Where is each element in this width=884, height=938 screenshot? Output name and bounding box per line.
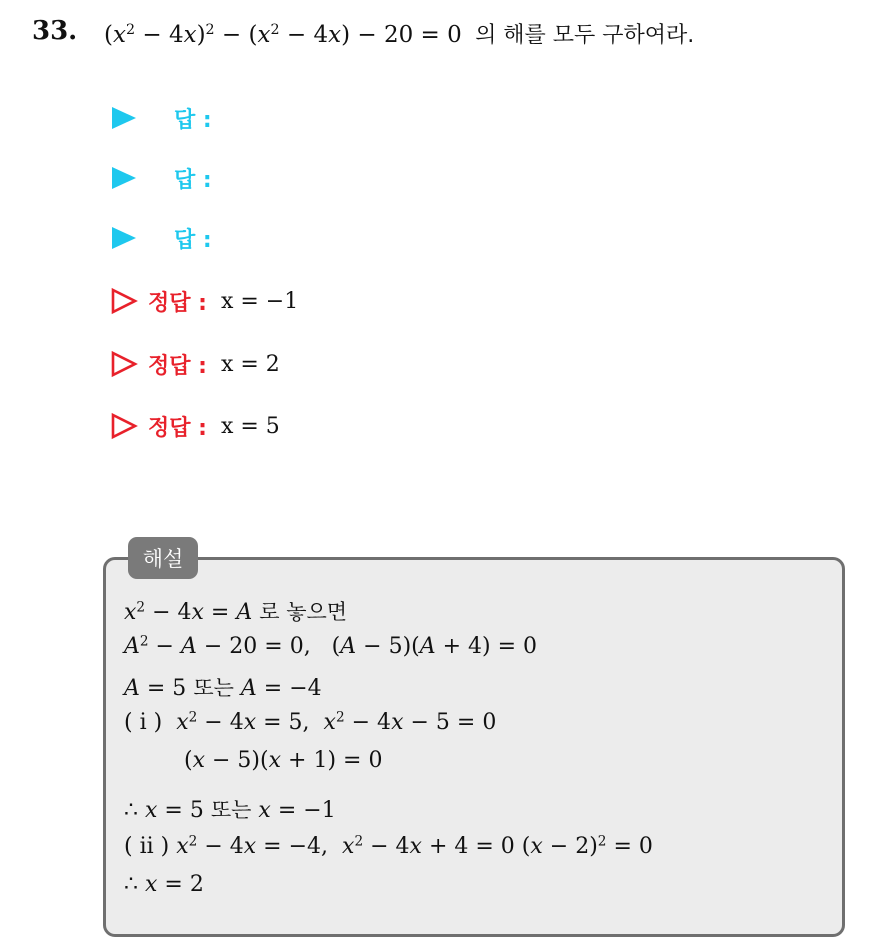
answer-label: 답 : [174, 107, 212, 133]
correct-answer-label: 정답 : [148, 290, 207, 316]
play-triangle-icon [112, 167, 136, 189]
solution-line-2: $A^2 - A - 20 = 0$, (A − 5)(A + 4) = 0 [124, 633, 538, 659]
solution-line-1: $x^2 - 4x = A$ 로 놓으면 [124, 599, 348, 625]
correct-answer-value: x = 2 [220, 351, 280, 377]
correct-answer-row [108, 406, 280, 446]
question-number: 33. [32, 16, 78, 46]
answer-label: 답 : [174, 227, 212, 253]
answer-label: 답 : [174, 167, 212, 193]
outline-triangle-icon [110, 350, 138, 378]
correct-answer-value: x = 5 [220, 413, 280, 439]
play-triangle-icon [112, 227, 136, 249]
correct-answer-row [108, 281, 298, 321]
answer-blank-row[interactable] [108, 98, 212, 138]
correct-answer-row [108, 344, 280, 384]
solution-tab: 해설 [128, 537, 198, 579]
play-triangle-icon [112, 107, 136, 129]
question-instruction: 의 해를 모두 구하여라. [475, 23, 695, 48]
solution-line-6: ∴ x = 5 또는 x = −1 [124, 798, 336, 823]
answer-blank-row[interactable] [108, 158, 212, 198]
solution-line-3: A = 5 또는 A = −4 [124, 676, 322, 701]
correct-answer-value: x = −1 [220, 288, 299, 314]
outline-triangle-icon [110, 287, 138, 315]
correct-answer-label: 정답 : [148, 353, 207, 379]
solution-line-4: ( i ) $x^2 - 4x = 5$, $x^2 - 4x - 5 = 0$ [124, 709, 497, 735]
correct-answer-label: 정답 : [148, 415, 207, 441]
question-text: $(x^2 - 4x)^2 - (x^2 - 4x) - 20 = 0$ 의 해를 모두 구하여라. [104, 22, 695, 48]
solution-line-8: ∴ x = 2 [124, 872, 204, 897]
outline-triangle-icon [110, 412, 138, 440]
solution-line-7: ( ii ) $x^2 - 4x = -4$, $x^2 - 4x + 4 = 0$ $(x - 2)^2 = 0$ [124, 833, 653, 859]
answer-blank-row[interactable] [108, 218, 212, 258]
solution-line-5: (x − 5)(x + 1) = 0 [184, 748, 383, 773]
